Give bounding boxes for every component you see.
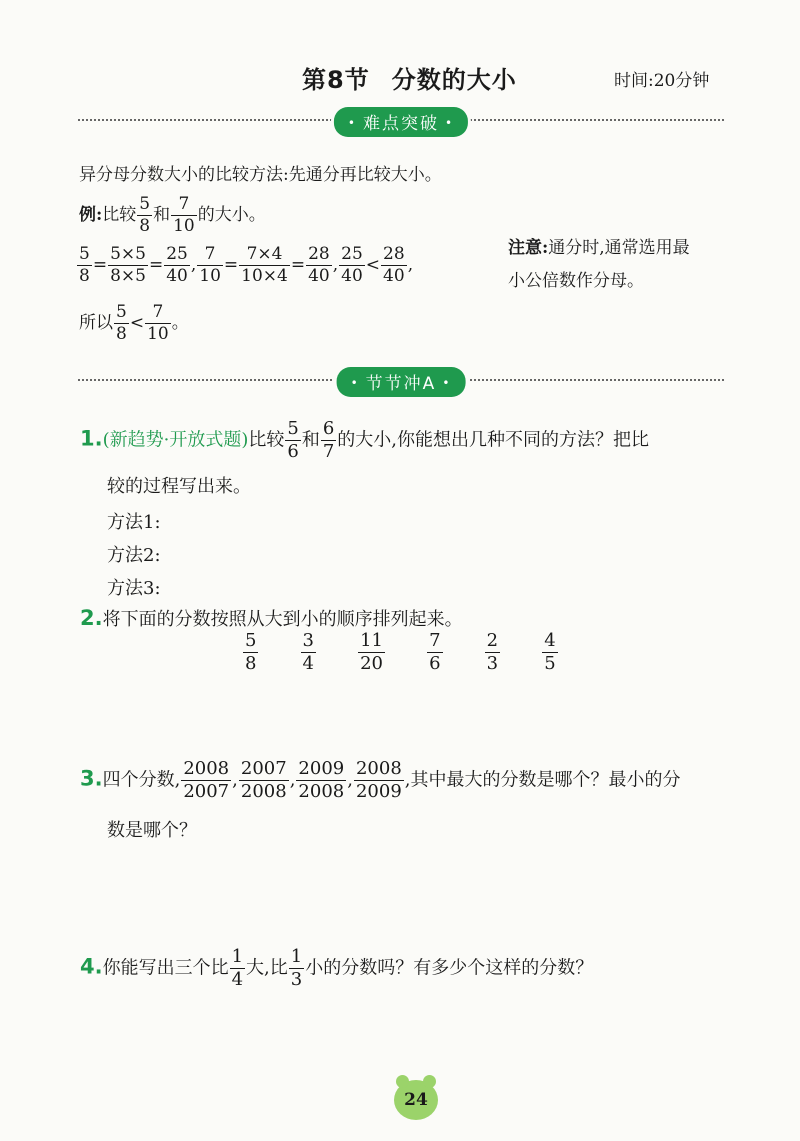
example-label: 例: — [79, 205, 103, 225]
fraction — [114, 304, 129, 343]
denominator: 4 — [302, 653, 314, 674]
numerator: 5 — [287, 418, 299, 439]
numerator: 28 — [308, 244, 330, 264]
numerator: 11 — [360, 630, 383, 651]
question-3-line2: 数是哪个？ — [107, 820, 197, 841]
fraction — [306, 246, 332, 285]
fraction — [381, 246, 407, 285]
numerator: 1 — [290, 946, 303, 967]
numerator: 1 — [231, 946, 244, 967]
numerator: 3 — [302, 630, 314, 651]
fraction — [230, 948, 245, 989]
fraction — [239, 246, 290, 285]
fraction — [108, 246, 148, 285]
denominator: 3 — [290, 969, 303, 990]
numerator: 5 — [79, 244, 90, 264]
fraction — [289, 948, 304, 989]
question-text: ,其中最大的分数是哪个？最小的分 — [404, 769, 681, 791]
fraction — [358, 632, 385, 673]
page-title — [302, 60, 517, 95]
denominator: 10 — [173, 216, 195, 236]
fraction — [145, 304, 171, 343]
question-text: 四个分数, — [102, 769, 181, 791]
conclusion-prefix: 所以 — [79, 313, 113, 333]
question-1 — [80, 420, 649, 461]
numerator: 25 — [341, 244, 363, 264]
numerator: 2008 — [355, 758, 402, 779]
fraction-list — [242, 632, 559, 673]
question-tag: (新趋势·开放式题) — [102, 429, 249, 451]
banner-practice — [78, 367, 724, 393]
denominator: 8 — [79, 266, 90, 286]
denominator: 2008 — [298, 781, 345, 802]
fraction — [354, 760, 404, 801]
numerator: 7 — [145, 304, 171, 324]
fraction — [285, 420, 300, 461]
fraction — [171, 196, 197, 235]
fraction — [339, 246, 365, 285]
numerator: 2009 — [298, 758, 345, 779]
denominator: 2008 — [240, 781, 287, 802]
question-number: 1. — [80, 426, 103, 451]
time-limit: 时间:20分钟 — [614, 71, 710, 91]
denominator: 8 — [116, 324, 127, 344]
note-label: 注意: — [508, 238, 549, 258]
denominator: 40 — [166, 266, 188, 286]
question-number: 2. — [80, 606, 103, 630]
question-2 — [80, 605, 463, 631]
numerator: 4 — [544, 630, 556, 651]
section-number: 第8节 — [302, 66, 370, 94]
fraction — [321, 420, 336, 461]
denominator: 2007 — [183, 781, 230, 802]
denominator: 3 — [486, 653, 499, 674]
example-post: 的大小。 — [197, 205, 266, 225]
denominator: 10 — [147, 324, 169, 344]
example-and: 和 — [153, 205, 171, 225]
denominator: 10 — [199, 266, 221, 286]
denominator: 40 — [383, 266, 405, 286]
calculation-line: $\frac{5}{8}$ = $\frac{5\times 5}{8\times 5}$ = $\frac{25}{40}$ , $\frac{7}{10}$ = $\frac{7\times 4}{10\times 4}$ = $\frac{28}{40}$ , $\frac{25}{40}$ < $\frac{28}{40}$ , — [79, 244, 414, 286]
example-pre: 比较 — [102, 205, 137, 225]
fraction — [137, 196, 152, 235]
note-text-line1: 通分时,通常选用最 — [548, 238, 690, 258]
note — [508, 233, 690, 258]
numerator: 28 — [383, 244, 405, 264]
denominator: 8 — [245, 653, 257, 674]
fraction — [239, 760, 289, 801]
denominator: 8×5 — [110, 266, 146, 286]
numerator: 6 — [322, 418, 335, 439]
fraction — [181, 760, 231, 801]
numerator: 5 — [245, 630, 257, 651]
fraction — [243, 632, 258, 673]
denominator: 40 — [341, 266, 363, 286]
fraction — [485, 632, 500, 673]
fraction — [197, 246, 223, 285]
denominator: 2009 — [355, 781, 402, 802]
page-number: 24 — [404, 1090, 428, 1110]
fraction — [164, 246, 190, 285]
fraction — [427, 632, 442, 673]
denominator: 5 — [544, 653, 556, 674]
denominator: 7 — [322, 441, 335, 462]
conclusion-line: 所以 $\frac{5}{8}$ < $\frac{7}{10}$ 。 — [79, 302, 189, 344]
question-number: 4. — [80, 954, 103, 979]
banner-label: • 难点突破 • — [334, 107, 468, 137]
numerator: 2007 — [240, 758, 287, 779]
numerator: 5 — [139, 194, 151, 214]
question-text: 小的分数吗？有多少个这样的分数？ — [305, 957, 594, 979]
question-1-line2: 较的过程写出来。 — [107, 476, 251, 497]
question-text: 你能写出三个比 — [102, 957, 229, 979]
question-text: 将下面的分数按照从大到小的顺序排列起来。 — [102, 609, 463, 630]
question-text: 比较 — [248, 429, 285, 451]
note-text-line2: 小公倍数作分母。 — [508, 271, 644, 291]
denominator: 6 — [287, 441, 299, 462]
method-2-label: 方法2: — [107, 545, 161, 566]
question-text: 和 — [301, 429, 320, 451]
numerator: 25 — [166, 244, 188, 264]
fraction — [301, 632, 316, 673]
rule-text: 异分母分数大小的比较方法:先通分再比较大小。 — [79, 165, 442, 185]
denominator: 4 — [231, 969, 244, 990]
question-3: 3.四个分数, $\frac{2008}{2007}$ , $\frac{2007}{2008}$ , $\frac{2009}{2008}$ , $\frac{2008}{2009}$ ,其中最大的分数是哪个？最小的分 — [80, 758, 681, 802]
fraction — [296, 760, 346, 801]
denominator: 40 — [308, 266, 330, 286]
fraction — [542, 632, 557, 673]
question-text: 的大小,你能想出几种不同的方法？把比 — [337, 429, 650, 451]
banner-label: • 节节冲A • — [337, 367, 466, 397]
section-title: 分数的大小 — [391, 66, 517, 94]
method-3-label: 方法3: — [107, 578, 161, 599]
question-text: 大,比 — [246, 957, 288, 979]
method-1-label: 方法1: — [107, 512, 161, 533]
numerator: 2008 — [183, 758, 230, 779]
question-number: 3. — [80, 766, 103, 791]
fraction — [77, 246, 92, 285]
question-4 — [80, 948, 593, 989]
numerator: 2 — [486, 630, 499, 651]
banner-difficulty — [78, 107, 724, 133]
numerator: 7 — [429, 630, 441, 651]
denominator: 10×4 — [241, 266, 288, 286]
page-number-badge — [394, 1080, 438, 1120]
numerator: 5 — [116, 302, 127, 322]
numerator: 7×4 — [239, 246, 290, 266]
denominator: 8 — [139, 216, 151, 236]
denominator: 20 — [360, 653, 383, 674]
example-line — [79, 196, 266, 235]
numerator: 5×5 — [110, 244, 146, 264]
numerator: 7 — [197, 246, 223, 266]
denominator: 6 — [429, 653, 441, 674]
numerator: 7 — [171, 196, 197, 216]
